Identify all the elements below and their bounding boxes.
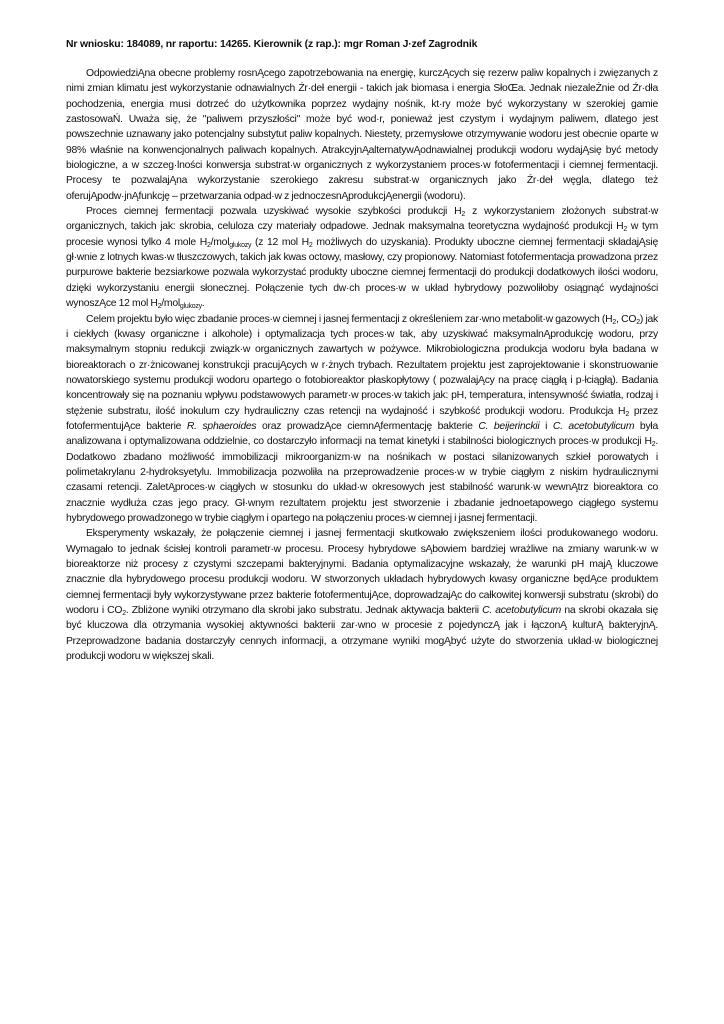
report-header: Nr wniosku: 184089, nr raportu: 14265. Kierownik (z rap.): mgr Roman J·zef Zagrodnik (66, 39, 478, 50)
paragraph-experiments: Eksperymenty wskazały, że połączenie ciemnej i jasnej fermentacji skutkowało zwiększeniem ilości produkowanego wodoru. Wymagało to jednak ścisłej kontroli parametr·w procesu. Procesy hybrydowe sĄbowiem bardziej wrażliwe na zmiany warunk·w w bioreaktorze niż procesy z czystymi szczepami bakteryjnymi. Badania optymalizacyjne wskazały, że warunki pH majĄ kluczowe znacznie dla hybrydowego procesu produkcji wodoru. W stworzonych układach hybrydowych kwasy organiczne będĄce produktem ciemnej fermentacji były wykorzystywane przez bakterie fotofermentujĄce, doprowadzajĄc do całkowitej konwersji substratu (skrobi) do wodoru i $CO_2$. Zbliżone wyniki otrzymano dla skrobi jako substratu. Jednak aktywacja bakterii C. acetobutylicum na skrobi okazała się być kluczowa dla otrzymania wysokiej aktywności bakterii zar·wno w procesie z pojedynczĄ jak i łączonĄ kulturĄ bakteryjnĄ. Przeprowadzone badania dostarczyły cennych informacji, a otrzymane wyniki mogĄbyć użyte do stworzenia układ·w biologicznej produkcji wodoru w większej skali. (66, 528, 659, 663)
document-page (66, 38, 658, 664)
paragraph-project-goal: Celem projektu było więc zbadanie proces·w ciemnej i jasnej fermentacji z określeniem zar·wno metabolit·w gazowych ($H_2$, $CO_2$) jak i ciekłych (kwasy organiczne i alkohole) i optymalizacja tych proces·w tak, aby uzyskiwać maksymalnĄprodukcję wodoru, przy maksymalnym stopniu redukcji związk·w organicznych zawartych w pożywce. Mikrobiologiczna produkcja wodoru była badana w bioreaktorach o zr·żnicowanej konstrukcji pracujĄcych w r·żnych trybach. Rezultatem projektu jest zaprojektowanie i skonstruowanie nowatorskiego systemu produkcji wodoru opartego o fotobioreaktor płaskopłytowy ( pozwalajĄcy na pracę ciągłą i p·łciągłą). Badania koncentrowały się na poznaniu wpływu podstawowych parametr·w proces·w takich jak: pH, temperatura, intensywność światła, rodzaj i stężenie substratu, ilość inokulum czy hydrauliczny czas retencji na wydajność i szybkość produkcji wodoru. Produkcja $H_2$ przez fotofermentujĄce bakterie R. sphaeroides oraz prowadzĄce ciemnĄfermentację bakterie C. beijerinckii i C. acetobutylicum była analizowana i optymalizowana oddzielnie, co dostarczyło informacji na temat kinetyki i stabilności biologicznych proces·w produkcji $H_2$. Dodatkowo zbadano możliwość immobilizacji mikroorganizm·w na nośnikach w postaci silanizowanych szkieł porowatych i polimetakrylanu 2-hydroksyetylu. Immobilizacja pozwoliła na przeprowadzenie proces·w w trybie ciągłym z niskim hydraulicznymi czasami retencji. ZaletĄproces·w ciągłych w stosunku do układ·w okresowych jest stabilność warunk·w wewnĄtrz bioreaktora co znacznie wydłuża czas jego pracy. Gł·wnym rezultatem projektu jest stworzenie i zbadanie jednoetapowego ciągłego systemu hybrydowego prowadzonego w trybie ciągłym i opartego na połączeniu proces·w ciemnej i jasnej fermentacji. (66, 313, 658, 524)
paragraph-introduction: OdpowiedziĄna obecne problemy rosnĄcego zapotrzebowania na energię, kurczĄcych się rezerw paliw kopalnych i zwięzanych z nimi zmian klimatu jest wykorzystanie odnawialnych Źr·deł energii - takich jak biomasa i energia SłoŒa. Jednak niezaleŻnie od Źr·dła pochodzenia, energia musi dotrzeć do użytkownika poprzez wydajny nośnik, kt·ry może być wykorzystany w szerokiej gamie zastosowaŃ. Uważa się, że "paliwem przyszłości" może być wod·r, ponieważ jest czystym i wydajnym paliwem, dlatego jest powszechnie uznawany jako potencjalny substytut paliw kopalnych. Niestety, przemysłowe otrzymywanie wodoru jest obecnie oparte w 98% właśnie na konwencjonalnych paliwach kopalnych. AtrakcyjnĄalternatywĄodnawialnej produkcji wodoru wydajĄsię być metody biologiczne, a w szczeg·lności konwersja substrat·w organicznych z wykorzystaniem proces·w fotofermentacji i ciemnej fermentacji. Procesy te pozwalajĄna wykorzystanie szerokiego zakresu substrat·w organicznych jako Źr·deł węgla, dlatego też oferujĄpodw·jnĄfunkcję – przetwarzania odpad·w z jednoczesnĄprodukcjĄenergii (wodoru). (66, 68, 658, 202)
paragraph-dark-fermentation: Proces ciemnej fermentacji pozwala uzyskiwać wysokie szybkości produkcji $H_2$ z wykorzystaniem złożonych substrat·w organicznych, takich jak: skrobia, celuloza czy materiały odpadowe. Jednak maksymalna teoretyczna wydajność produkcji $H_2$ w tym procesie wynosi tylko 4 mole $H_2/mol_{glukozy}$ (z 12 mol $H_2$ możliwych do uzyskania). Produkty uboczne ciemnej fermentacji składajĄsię gł·wnie z lotnych kwas·w tłuszczowych, takich jak kwas octowy, masłowy, czy propionowy. Natomiast fotofermentacja prowadzona przez purpurowe bakterie bezsiarkowe pozwala wykorzystać produkty uboczne ciemnej fermentacji do produkcji dodatkowych ilości wodoru, dzięki wykorzystaniu energii słonecznej. Połączenie tych dw·ch proces·w w układ hybrydowy pozwoliłoby osiągnąć wydajności wynoszĄce 12 mol $H_2/mol_{glukozy}$. (66, 206, 658, 311)
